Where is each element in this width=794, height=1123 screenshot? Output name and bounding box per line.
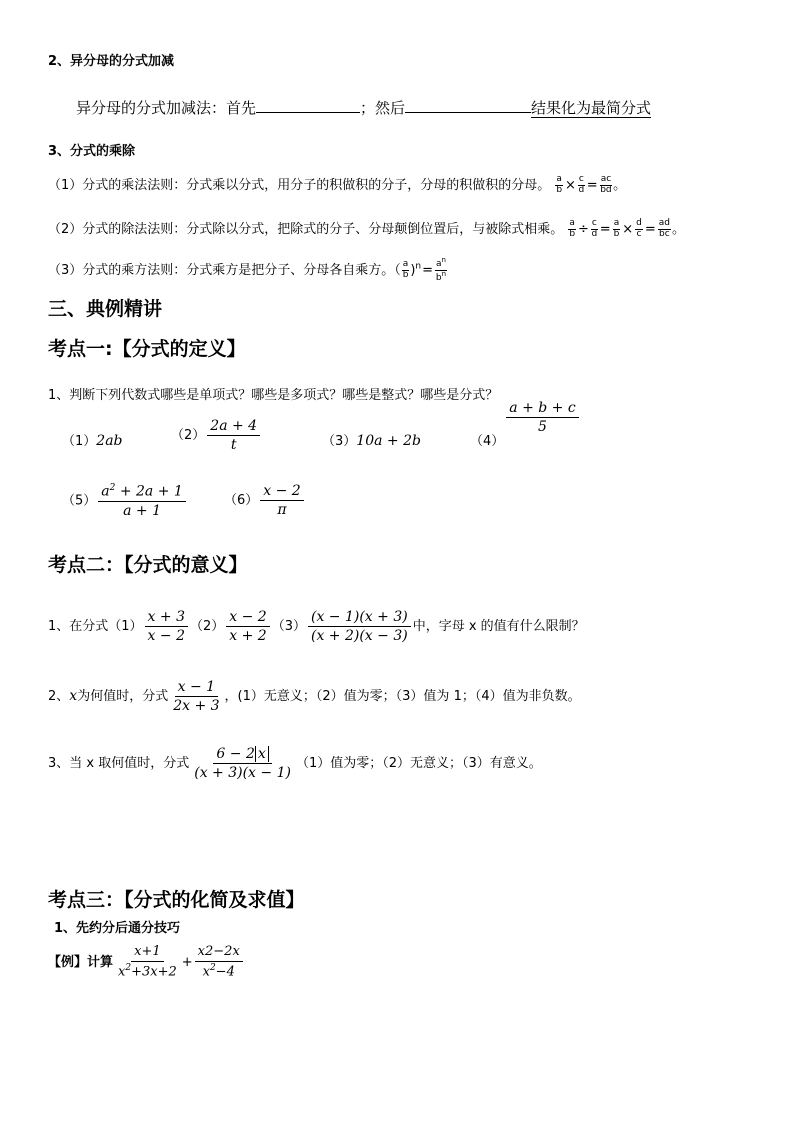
frac-d-c: $\frac{d}{c}$ [636, 218, 642, 239]
kp1-item-5: （5） $\frac{a^2 + 2a + 1}{a + 1}$ [62, 483, 188, 519]
right-paren: ) [410, 262, 416, 278]
frac-x2-pi: $\frac{x - 2}{\pi}$ [260, 483, 303, 518]
rule-division [48, 218, 685, 240]
kp3-example [48, 945, 245, 980]
frac-2a4-t: $\frac{2a + 4}{t}$ [207, 418, 260, 453]
kp1-item-2: （2） $\frac{2a + 4}{t}$ [171, 418, 262, 453]
frac-x1-x23x2: $\frac{x+1}{x^2+3x+2}$ [118, 944, 177, 980]
frac-62x-x3x1: $\frac{6 - 2 x}{(x + 3)(x - 1)}$ [194, 746, 291, 782]
kp2-question-3: 3、当 x 取何值时，分式 $\frac{6 - 2 x}{(x + 3)(x - 1)}$ （1）值为零；（2）无意义；（3）有意义。 [48, 746, 542, 782]
equals-sign-4: = [422, 262, 434, 278]
period: 。 [613, 178, 627, 193]
equals-sign-2: = [599, 222, 611, 237]
frac-an-bn: $\frac{a^n}{b^n}$ [435, 256, 447, 283]
equals-sign-3: = [644, 222, 656, 237]
kp1-item-3: （3）10a + 2b [322, 433, 421, 449]
kp1-title: 考点一:【分式的定义】 [48, 338, 246, 360]
frac-a-b-4: $\frac{a}{b}$ [402, 259, 409, 280]
times-sign-2: × [622, 222, 634, 237]
blank-first[interactable] [256, 98, 360, 113]
exponent-n: n [415, 261, 422, 272]
rule-multiplication [48, 174, 626, 196]
sec2-rule-line [76, 97, 651, 118]
rule2-text: （2）分式的除法法则：分式除以分式，把除式的分子、分母颠倒位置后，与被除式相乘。 [48, 222, 564, 237]
period-2: 。 [671, 222, 685, 237]
kp1-item-1: （1）2ab [62, 433, 123, 449]
frac-c-d: $\frac{c}{d}$ [578, 174, 585, 195]
frac-a-b-3: $\frac{a}{b}$ [613, 218, 620, 239]
kp1-item-4: （4） $\frac{a + b + c}{5}$ [470, 400, 581, 449]
equals-sign: = [586, 178, 598, 193]
expr-2ab: 2ab [96, 433, 123, 449]
frac-x1-2x3: $\frac{x - 1}{2x + 3}$ [173, 679, 220, 715]
frac-x1x3-x2x3: $\frac{(x - 1)(x + 3)}{(x + 2)(x - 3)}$ [308, 609, 411, 644]
sec2-line-suffix: 结果化为最简分式 [531, 99, 652, 117]
section-heading-2: 2、异分母的分式加减 [48, 54, 175, 69]
expr-10a2b: 10a + 2b [356, 433, 421, 449]
part3-title: 三、典例精讲 [48, 298, 163, 320]
frac-x2-x2: $\frac{x - 2}{x + 2}$ [226, 609, 269, 644]
plus-sign: + [181, 955, 193, 971]
frac-ad-bc: $\frac{ad}{bc}$ [658, 218, 670, 239]
frac-a-b: $\frac{a}{b}$ [556, 174, 563, 195]
divide-sign: ÷ [577, 222, 589, 237]
kp3-title: 考点三：【分式的化简及求值】 [48, 889, 305, 911]
kp2-question-2: 2、x为何值时，分式 $\frac{x - 1}{2x + 3}$ ，(1）无意义；（2）值为零；（3）值为 1；（4）值为非负数。 [48, 679, 581, 715]
rule1-text: （1）分式的乘法法则：分式乘以分式，用分子的积做积的分子，分母的积做积的分母。 [48, 178, 551, 193]
times-sign: × [564, 178, 576, 193]
frac-x22x-x24: $\frac{x2-2x}{x^2-4}$ [195, 945, 243, 980]
blank-then[interactable] [405, 98, 531, 113]
sec2-line-mid: ；然后 [360, 99, 406, 117]
kp2-question-1: 1、在分式（1） $\frac{x + 3}{x - 2}$ （2） $\frac{x - 2}{x + 2}$ （3） $\frac{(x - 1)(x + 3)}{(x + 2)(x - 3)}$ 中，字母 x 的值有什么限制？ [48, 609, 585, 645]
frac-a-b-2: $\frac{a}{b}$ [569, 218, 576, 239]
left-paren: （ [394, 262, 401, 278]
frac-ac-bd: $\frac{ac}{bd}$ [600, 174, 612, 195]
var-x: x [69, 688, 78, 705]
frac-c-d-2: $\frac{c}{d}$ [591, 218, 598, 239]
frac-x3-x2: $\frac{x + 3}{x - 2}$ [145, 609, 188, 644]
rule-power [48, 257, 448, 284]
kp2-title: 考点二：【分式的意义】 [48, 554, 248, 576]
section-heading-3: 3、分式的乘除 [48, 144, 136, 159]
example-label: 【例】计算 [48, 955, 114, 971]
kp3-subheading: 1、先约分后通分技巧 [54, 921, 181, 936]
sec2-line-prefix: 异分母的分式加减法：首先 [76, 99, 257, 117]
kp1-item-6: （6） $\frac{x - 2}{\pi}$ [224, 483, 306, 518]
frac-a2-2a1: $\frac{a^2 + 2a + 1}{a + 1}$ [98, 483, 186, 519]
kp1-question: 1、判断下列代数式哪些是单项式？哪些是多项式？哪些是整式？哪些是分式？ [48, 388, 499, 403]
frac-abc-5: $\frac{a + b + c}{5}$ [506, 400, 578, 435]
rule3-text: （3）分式的乘方法则：分式乘方是把分子、分母各自乘方。 [48, 262, 395, 278]
